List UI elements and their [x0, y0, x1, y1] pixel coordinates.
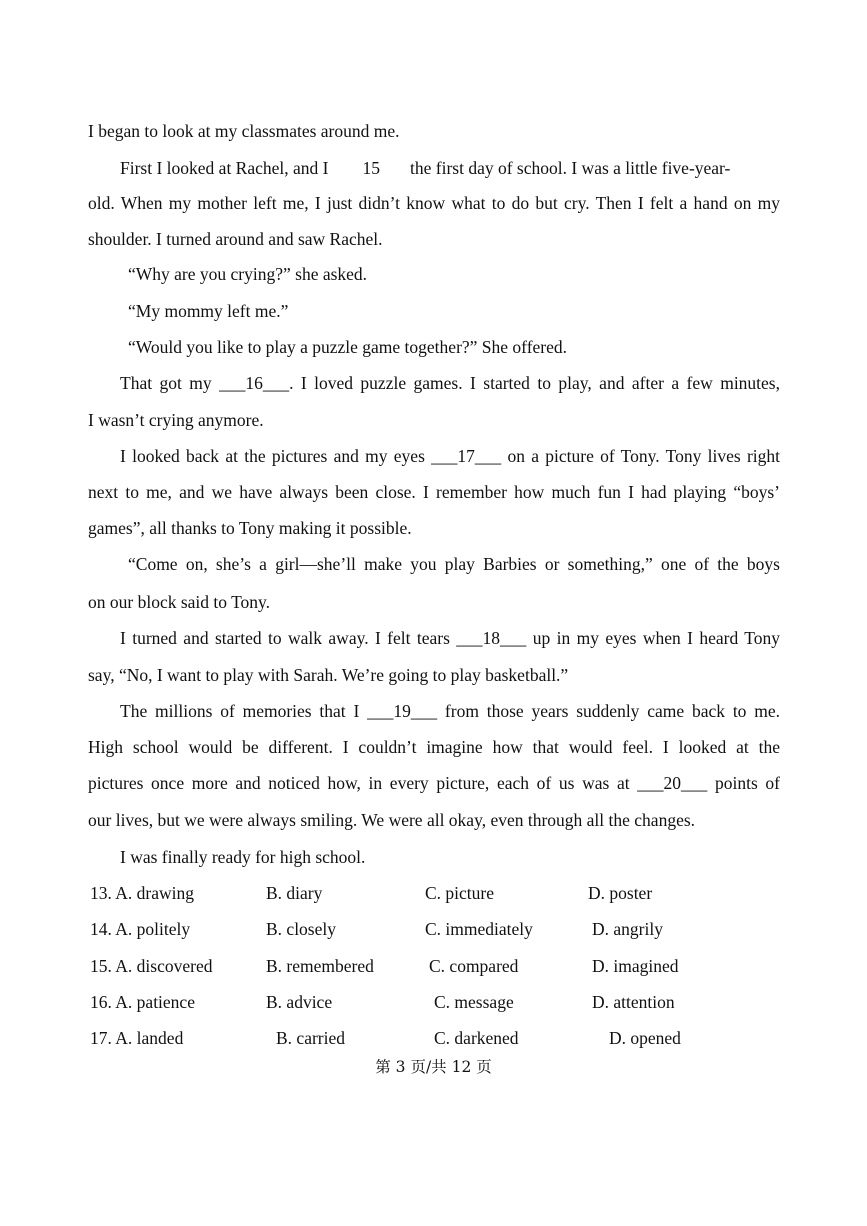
passage-line: I turned and started to walk away. I felt tears ___18___ up in my eyes when I heard Tony	[120, 628, 780, 648]
passage-line: shoulder. I turned around and saw Rachel.	[88, 229, 383, 249]
blank-number: 15	[362, 158, 380, 178]
passage-line: next to me, and we have always been close. I remember how much fun I had playing “boys’	[88, 482, 780, 502]
option-c: C. compared	[429, 956, 519, 976]
passage-line	[120, 157, 780, 179]
passage-line: on our block said to Tony.	[88, 592, 271, 612]
passage-line: I looked back at the pictures and my eyes ___17___ on a picture of Tony. Tony lives right	[120, 446, 780, 466]
option-c: C. darkened	[434, 1028, 519, 1048]
option-b: B. carried	[276, 1028, 345, 1048]
passage-line: “Why are you crying?” she asked.	[128, 264, 368, 284]
option-d: D. poster	[588, 883, 653, 903]
option-b: B. remembered	[266, 956, 374, 976]
passage-line: I was finally ready for high school.	[120, 847, 366, 867]
option-c: C. immediately	[425, 919, 533, 939]
passage-line: High school would be different. I couldn’t imagine how that would feel. I looked at the	[88, 737, 780, 757]
option-a: 13. A. drawing	[90, 883, 195, 903]
passage-line: “Come on, she’s a girl—she’ll make you play Barbies or something,” one of the boys	[128, 554, 780, 574]
option-b: B. closely	[266, 919, 336, 939]
passage-line: I wasn’t crying anymore.	[88, 410, 264, 430]
option-d: D. opened	[609, 1028, 681, 1048]
option-c: C. message	[434, 992, 514, 1012]
passage-line: games”, all thanks to Tony making it possible.	[88, 518, 412, 538]
option-a: 17. A. landed	[90, 1028, 184, 1048]
passage-text: the first day of school. I was a little five-year-	[410, 158, 731, 178]
option-a: 14. A. politely	[90, 919, 191, 939]
option-c: C. picture	[425, 883, 495, 903]
passage-line: say, “No, I want to play with Sarah. We’re going to play basketball.”	[88, 665, 569, 685]
option-a: 16. A. patience	[90, 992, 195, 1012]
passage-line: “My mommy left me.”	[128, 301, 289, 321]
option-d: D. angrily	[592, 919, 663, 939]
passage-line: old. When my mother left me, I just didn’t know what to do but cry. Then I felt a hand on my	[88, 193, 780, 213]
passage-line: “Would you like to play a puzzle game together?” She offered.	[128, 337, 568, 357]
option-d: D. imagined	[592, 956, 679, 976]
passage-line: pictures once more and noticed how, in every picture, each of us was at ___20___ points of	[88, 773, 780, 793]
option-a: 15. A. discovered	[90, 956, 213, 976]
passage-line: our lives, but we were always smiling. We were all okay, even through all the changes.	[88, 810, 696, 830]
passage-text: First I looked at Rachel, and I	[120, 158, 329, 178]
passage-line: That got my ___16___. I loved puzzle games. I started to play, and after a few minutes,	[120, 373, 780, 393]
passage-line: I began to look at my classmates around me.	[88, 121, 400, 141]
passage-line: The millions of memories that I ___19___ from those years suddenly came back to me.	[120, 701, 780, 721]
option-b: B. advice	[266, 992, 333, 1012]
page-number: 第 3 页/共 12 页	[375, 1058, 492, 1076]
option-b: B. diary	[266, 883, 323, 903]
option-d: D. attention	[592, 992, 675, 1012]
